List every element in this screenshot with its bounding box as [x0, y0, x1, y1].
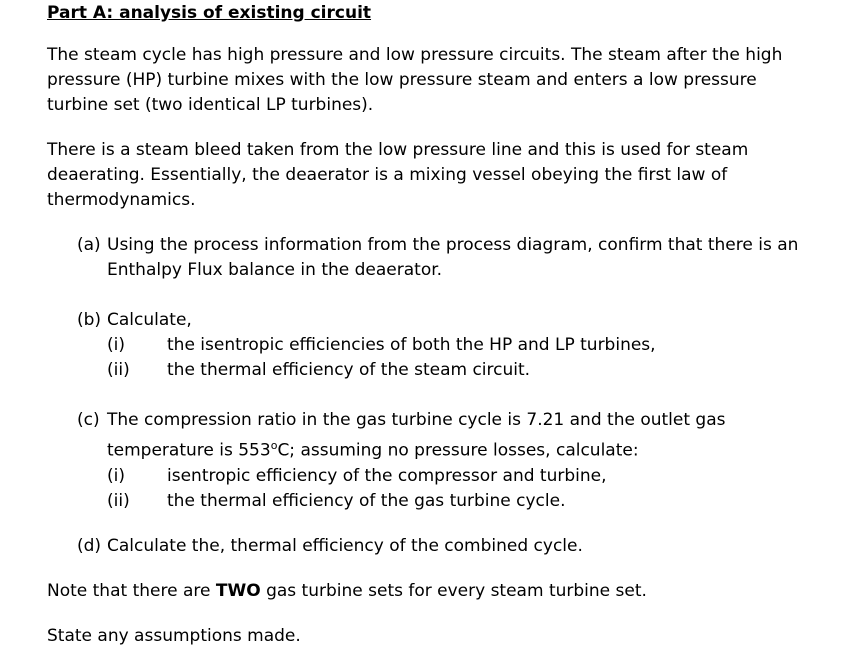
sub-question — [77, 489, 852, 514]
paragraph-line: turbine set (two identical LP turbines). — [47, 95, 374, 115]
sub-question-number: (i) — [107, 335, 125, 355]
question-text: The compression ratio in the gas turbine cycle is 7.21 and the outlet gas — [107, 410, 726, 430]
temperature-text: temperature is 553 — [107, 440, 271, 461]
sub-question-text: the thermal efficiency of the steam circuit. — [167, 360, 531, 380]
paragraph-line: pressure (HP) turbine mixes with the low pressure steam and enters a low pressure — [47, 70, 757, 90]
section-heading: Part A: analysis of existing circuit — [47, 3, 372, 23]
sub-question — [77, 358, 852, 383]
paragraph-line: The steam cycle has high pressure and low pressure circuits. The steam after the high — [47, 45, 783, 65]
note-text-tail: gas turbine sets for every steam turbine set. — [260, 581, 647, 601]
degree-superscript: o — [270, 439, 278, 452]
question-a — [77, 233, 852, 283]
question-c — [77, 408, 852, 514]
question-text: Enthalpy Flux balance in the deaerator. — [107, 260, 443, 280]
question-text: Using the process information from the process diagram, confirm that there is an — [107, 235, 799, 255]
question-text-tail: C; assuming no pressure losses, calculate: — [277, 440, 639, 461]
question-tag: (d) — [77, 536, 102, 556]
paragraph-steam-cycle — [47, 43, 837, 118]
note-text: Note that there are — [47, 581, 216, 601]
question-b — [77, 308, 852, 383]
sub-question-number: (ii) — [107, 360, 130, 380]
sub-question-text: the isentropic efficiencies of both the HP and LP turbines, — [167, 335, 656, 355]
question-d — [77, 534, 852, 559]
note-paragraph — [47, 579, 837, 604]
paragraph-line: thermodynamics. — [47, 190, 196, 210]
sub-question — [77, 333, 852, 358]
note-emphasis: TWO — [215, 581, 261, 601]
sub-question-text: the thermal efficiency of the gas turbine cycle. — [167, 490, 566, 511]
question-tag: (b) — [77, 310, 102, 330]
sub-question-number: (ii) — [107, 490, 130, 511]
question-text: Calculate, — [107, 310, 192, 330]
question-text: Calculate the, thermal efficiency of the combined cycle. — [107, 536, 583, 556]
paragraph-deaerator — [47, 138, 837, 213]
paragraph-line: deaerating. Essentially, the deaerator is a mixing vessel obeying the first law of — [47, 165, 728, 185]
paragraph-line: There is a steam bleed taken from the low pressure line and this is used for steam — [47, 140, 749, 160]
sub-question — [77, 464, 852, 489]
sub-question-text: isentropic efficiency of the compressor and turbine, — [167, 465, 607, 486]
question-tag: (a) — [77, 235, 101, 255]
question-tag: (c) — [77, 410, 100, 430]
assumptions-paragraph: State any assumptions made. — [47, 626, 301, 646]
sub-question-number: (i) — [107, 465, 125, 486]
question-text — [77, 433, 852, 464]
